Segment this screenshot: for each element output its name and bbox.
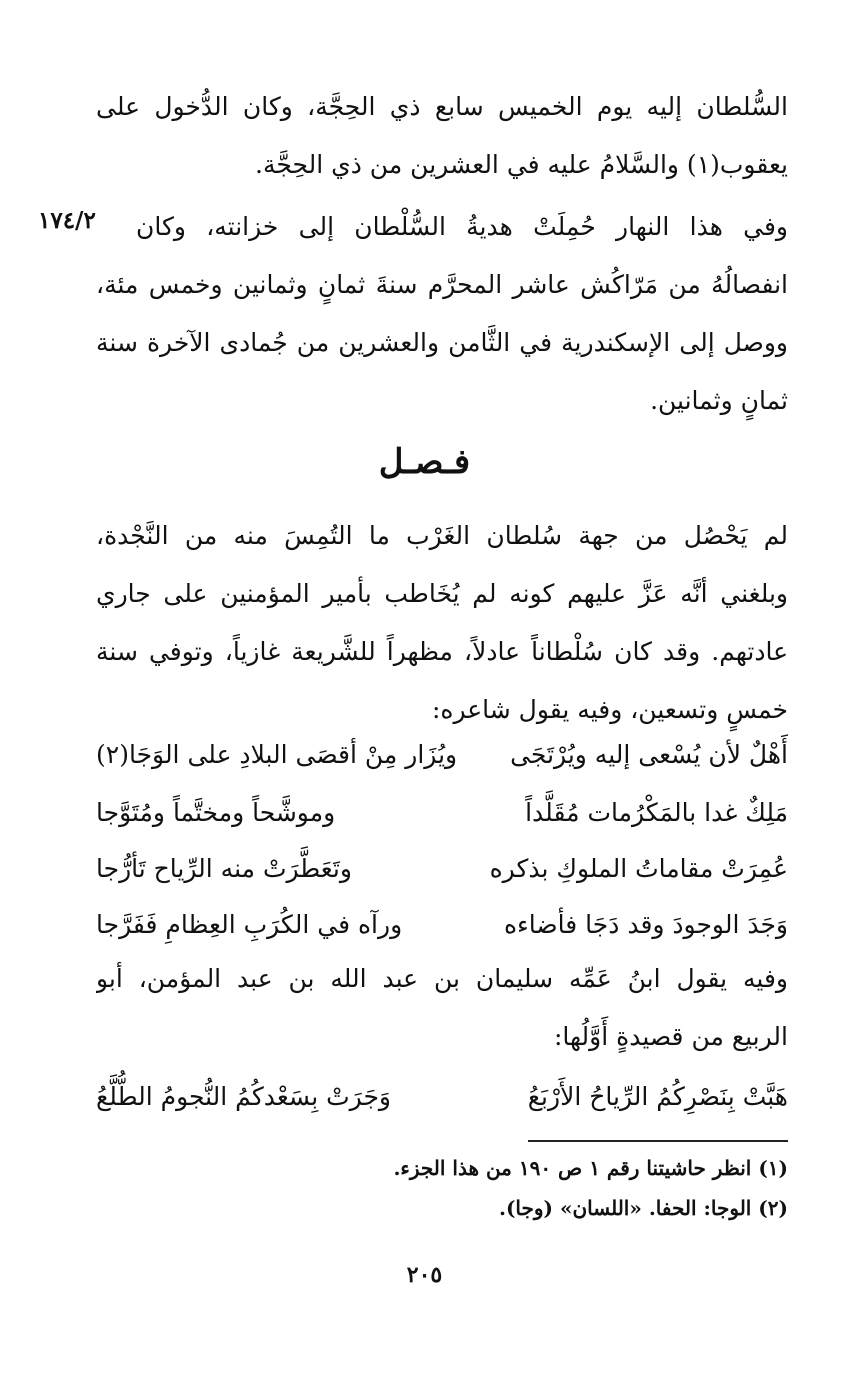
footnote-divider	[528, 1140, 788, 1142]
verse-line	[96, 840, 788, 898]
text-line: وفي هذا النهار حُمِلَتْ هديةُ السُّلْطان إلى خزانته، وكان	[136, 212, 788, 241]
paragraph-4	[96, 950, 788, 1066]
paragraph-2-cont	[96, 256, 788, 430]
text-line: خمسٍ وتسعين، وفيه يقول شاعره:	[431, 695, 788, 724]
verse-line	[96, 726, 788, 784]
text-line: وفيه يقول ابنُ عَمِّه سليمان بن عبد الله بن عبد المؤمن، أبو	[96, 964, 788, 993]
verse-line	[96, 1068, 788, 1126]
verse-second-hemistich: ورآه في الكُرَبِ العِظامِ فَفَرَّجا	[96, 910, 403, 939]
text-line: عادتهم. وقد كان سُلْطاناً عادلاً، مظهراً للشَّريعة غازياً، وتوفي سنة	[96, 637, 788, 666]
verse-first-hemistich: وَجَدَ الوجودَ وقد دَجَا فأضاءه	[503, 910, 788, 939]
text-line: الربيع من قصيدةٍ أَوَّلُها:	[553, 1022, 788, 1051]
footnote: (١) انظر حاشيتنا رقم ١ ص ١٩٠ من هذا الجزء.	[393, 1156, 788, 1180]
verse-first-hemistich: عُمِرَتْ مقاماتُ الملوكِ بذكره	[489, 854, 788, 883]
verse-second-hemistich: وتَعَطَّرَتْ منه الرِّياح تَأرُّجا	[96, 854, 352, 883]
footnote: (٢) الوجا: الحفا. «اللسان» (وجا).	[499, 1196, 788, 1220]
verse-second-hemistich: وَجَرَتْ بِسَعْدكُمُ النُّجومُ الطُّلَّعُ	[96, 1082, 391, 1111]
verse-second-hemistich: وموشَّحاً ومختَّماً ومُتَوَّجا	[96, 798, 336, 827]
text-line: ثمانٍ وثمانين.	[650, 386, 788, 415]
paragraph-2	[136, 198, 788, 256]
text-line: وبلغني أنَّه عَزَّ عليهم كونه لم يُخَاطب بأمير المؤمنين على جاري	[96, 579, 788, 608]
verse-line	[96, 784, 788, 842]
verse-first-hemistich: مَلِكٌ غدا بالمَكْرُمات مُقَلَّداً	[525, 798, 788, 827]
paragraph-1	[96, 78, 788, 194]
text-line: يعقوب(١) والسَّلامُ عليه في العشرين من ذي الحِجَّة.	[255, 150, 788, 179]
paragraph-3	[96, 507, 788, 739]
margin-reference: ١٧٤/٢	[38, 207, 96, 234]
text-line: لم يَحْصُل من جهة سُلطان الغَرْب ما التُمِسَ منه من النَّجْدة،	[96, 521, 788, 550]
verse-first-hemistich: هَبَّتْ بِنَصْرِكُمُ الرِّياحُ الأَرْبَعُ	[527, 1082, 788, 1111]
text-line: انفصالُهُ من مَرّاكُش عاشر المحرَّم سنةَ ثمانٍ وثمانين وخمس مئة،	[96, 270, 788, 299]
section-heading: فـصـل	[378, 442, 471, 482]
verse-line	[96, 896, 788, 954]
verse-second-hemistich: ويُزَار مِنْ أقصَى البلادِ على الوَجَا(٢)	[96, 740, 458, 769]
page-number: ٢٠٥	[406, 1262, 443, 1288]
text-line: السُّلطان إليه يوم الخميس سابع ذي الحِجَّة، وكان الدُّخول على	[96, 92, 788, 121]
text-line: ووصل إلى الإسكندرية في الثَّامن والعشرين من جُمادى الآخرة سنة	[96, 328, 788, 357]
verse-first-hemistich: أَهْلٌ لأن يُسْعى إليه ويُرْتَجَى	[510, 740, 788, 769]
